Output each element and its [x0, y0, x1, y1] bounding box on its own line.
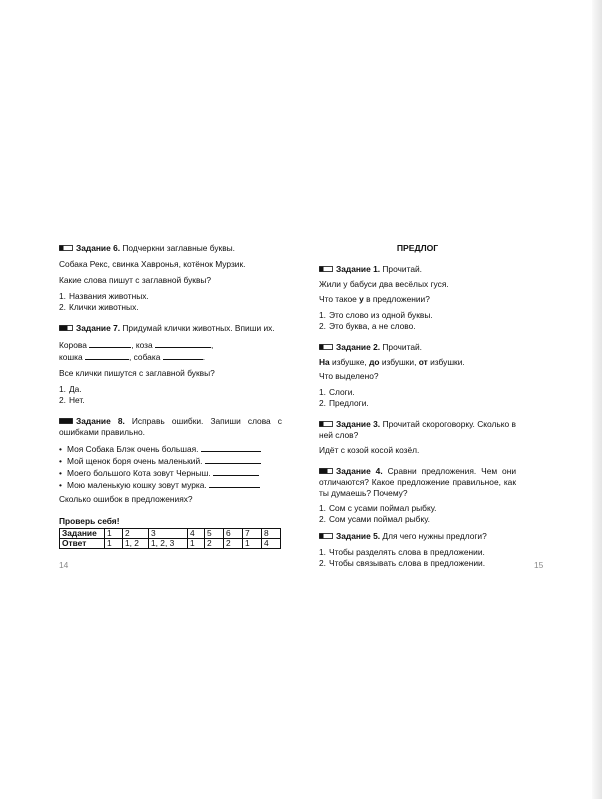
difficulty-low-icon: [59, 245, 73, 251]
table-cell: 1: [105, 539, 123, 549]
table-cell: 4: [262, 539, 281, 549]
task-2-header: [319, 342, 516, 353]
fill-line-1: Корова , коза ,: [59, 340, 214, 350]
table-cell: 5: [205, 529, 224, 539]
table-cell: 4: [188, 529, 205, 539]
task-text: Прочитай.: [382, 264, 422, 274]
table-row: [60, 539, 281, 549]
difficulty-low-icon: [319, 533, 333, 539]
task-label: Задание 3.: [336, 419, 381, 429]
fill-line-2: кошка , собака .: [59, 352, 206, 362]
option-1: 1. Сом с усами поймал рыбку.: [319, 503, 437, 513]
answer-table: [59, 528, 281, 549]
table-cell: 1: [105, 529, 123, 539]
task-text: Подчеркни заглавные буквы.: [122, 243, 235, 253]
section-heading: ПРЕДЛОГ: [396, 243, 439, 253]
task-text: Придумай клички животных. Впиши их.: [122, 323, 275, 333]
option-2: 2. Это буква, а не слово.: [319, 321, 416, 331]
table-cell: 1: [243, 539, 262, 549]
task-line: Собака Рекс, свинка Хавронья, котёнок Мурзик.: [59, 259, 246, 269]
option-2: 2. Клички животных.: [59, 302, 139, 312]
check-yourself-title: Проверь себя!: [59, 516, 120, 526]
table-cell: 8: [262, 529, 281, 539]
table-cell: 2: [224, 539, 243, 549]
task-label: Задание 6.: [76, 243, 121, 253]
page-number-right: 15: [534, 560, 544, 570]
task-line: Жили у бабуси два весёлых гуся.: [319, 279, 449, 289]
difficulty-medium-icon: [59, 325, 73, 331]
option-1: 1. Названия животных.: [59, 291, 149, 301]
option-1: 1. Да.: [59, 384, 82, 394]
difficulty-low-icon: [319, 421, 333, 427]
task-8-header: [59, 416, 282, 438]
task-5-header: [319, 531, 516, 542]
task-question: Какие слова пишут с заглавной буквы?: [59, 275, 212, 285]
table-cell: 2: [205, 539, 224, 549]
option-2: 2. Чтобы связывать слова в предложении.: [319, 558, 486, 568]
task-text: Прочитай скороговорку. Сколько в ней слов?: [319, 419, 517, 440]
option-1: 1. Это слово из одной буквы.: [319, 310, 433, 320]
task-label: Задание 2.: [336, 342, 381, 352]
option-2: 2. Сом усами поймал рыбку.: [319, 514, 430, 524]
task-line: На избушке, до избушки, от избушки.: [319, 357, 465, 367]
sentence-4: • Мою маленькую кошку зовут мурка.: [59, 479, 282, 491]
task-3-header: [319, 419, 516, 441]
task-question: Что выделено?: [319, 371, 379, 381]
difficulty-high-icon: [59, 418, 73, 424]
task-question: Все клички пишутся с заглавной буквы?: [59, 368, 215, 378]
difficulty-low-icon: [319, 344, 333, 350]
sentence-3: • Моего большого Кота зовут Черныш.: [59, 467, 282, 479]
difficulty-low-icon: [319, 266, 333, 272]
task-text: Сравни предложения. Чем они отличаются? Какое предложение правильное, как ты думаешь? Почему?: [319, 466, 516, 498]
table-cell: 7: [243, 529, 262, 539]
left-page: [59, 243, 282, 527]
page-edge-shadow: [592, 0, 602, 799]
task-line: Идёт с козой косой козёл.: [319, 445, 420, 455]
option-2: 2. Нет.: [59, 395, 85, 405]
sentence-1: • Моя Собака Блэк очень большая.: [59, 443, 282, 455]
task-label: Задание 7.: [76, 323, 121, 333]
task-4-header: [319, 466, 516, 499]
table-cell: 3: [149, 529, 188, 539]
difficulty-medium-icon: [319, 468, 333, 474]
task-label: Задание 1.: [336, 264, 381, 274]
sentence-2: • Мой щенок боря очень маленький.: [59, 455, 282, 467]
task-text: Исправь ошибки. Запиши слова с ошибками правильно.: [59, 416, 282, 437]
task-text: Прочитай.: [382, 342, 422, 352]
table-cell: 1: [188, 539, 205, 549]
option-2: 2. Предлоги.: [319, 398, 369, 408]
option-1: 1. Слоги.: [319, 387, 355, 397]
table-row: [60, 529, 281, 539]
task-label: Задание 8.: [76, 416, 125, 426]
table-cell: 6: [224, 529, 243, 539]
table-cell: 1, 2, 3: [149, 539, 188, 549]
table-cell: Задание: [60, 529, 105, 539]
task-question: Сколько ошибок в предложениях?: [59, 494, 193, 504]
task-7-header: [59, 323, 282, 334]
table-cell: 2: [123, 529, 149, 539]
option-1: 1. Чтобы разделять слова в предложении.: [319, 547, 485, 557]
table-cell: Ответ: [60, 539, 105, 549]
task-label: Задание 4.: [336, 466, 383, 476]
task-text: Для чего нужны предлоги?: [382, 531, 487, 541]
task-question: Что такое у в предложении?: [319, 294, 430, 304]
page-number-left: 14: [59, 560, 69, 570]
task-label: Задание 5.: [336, 531, 381, 541]
task-6-header: [59, 243, 282, 254]
task-1-header: [319, 264, 516, 275]
table-cell: 1, 2: [123, 539, 149, 549]
right-page: [319, 243, 516, 569]
